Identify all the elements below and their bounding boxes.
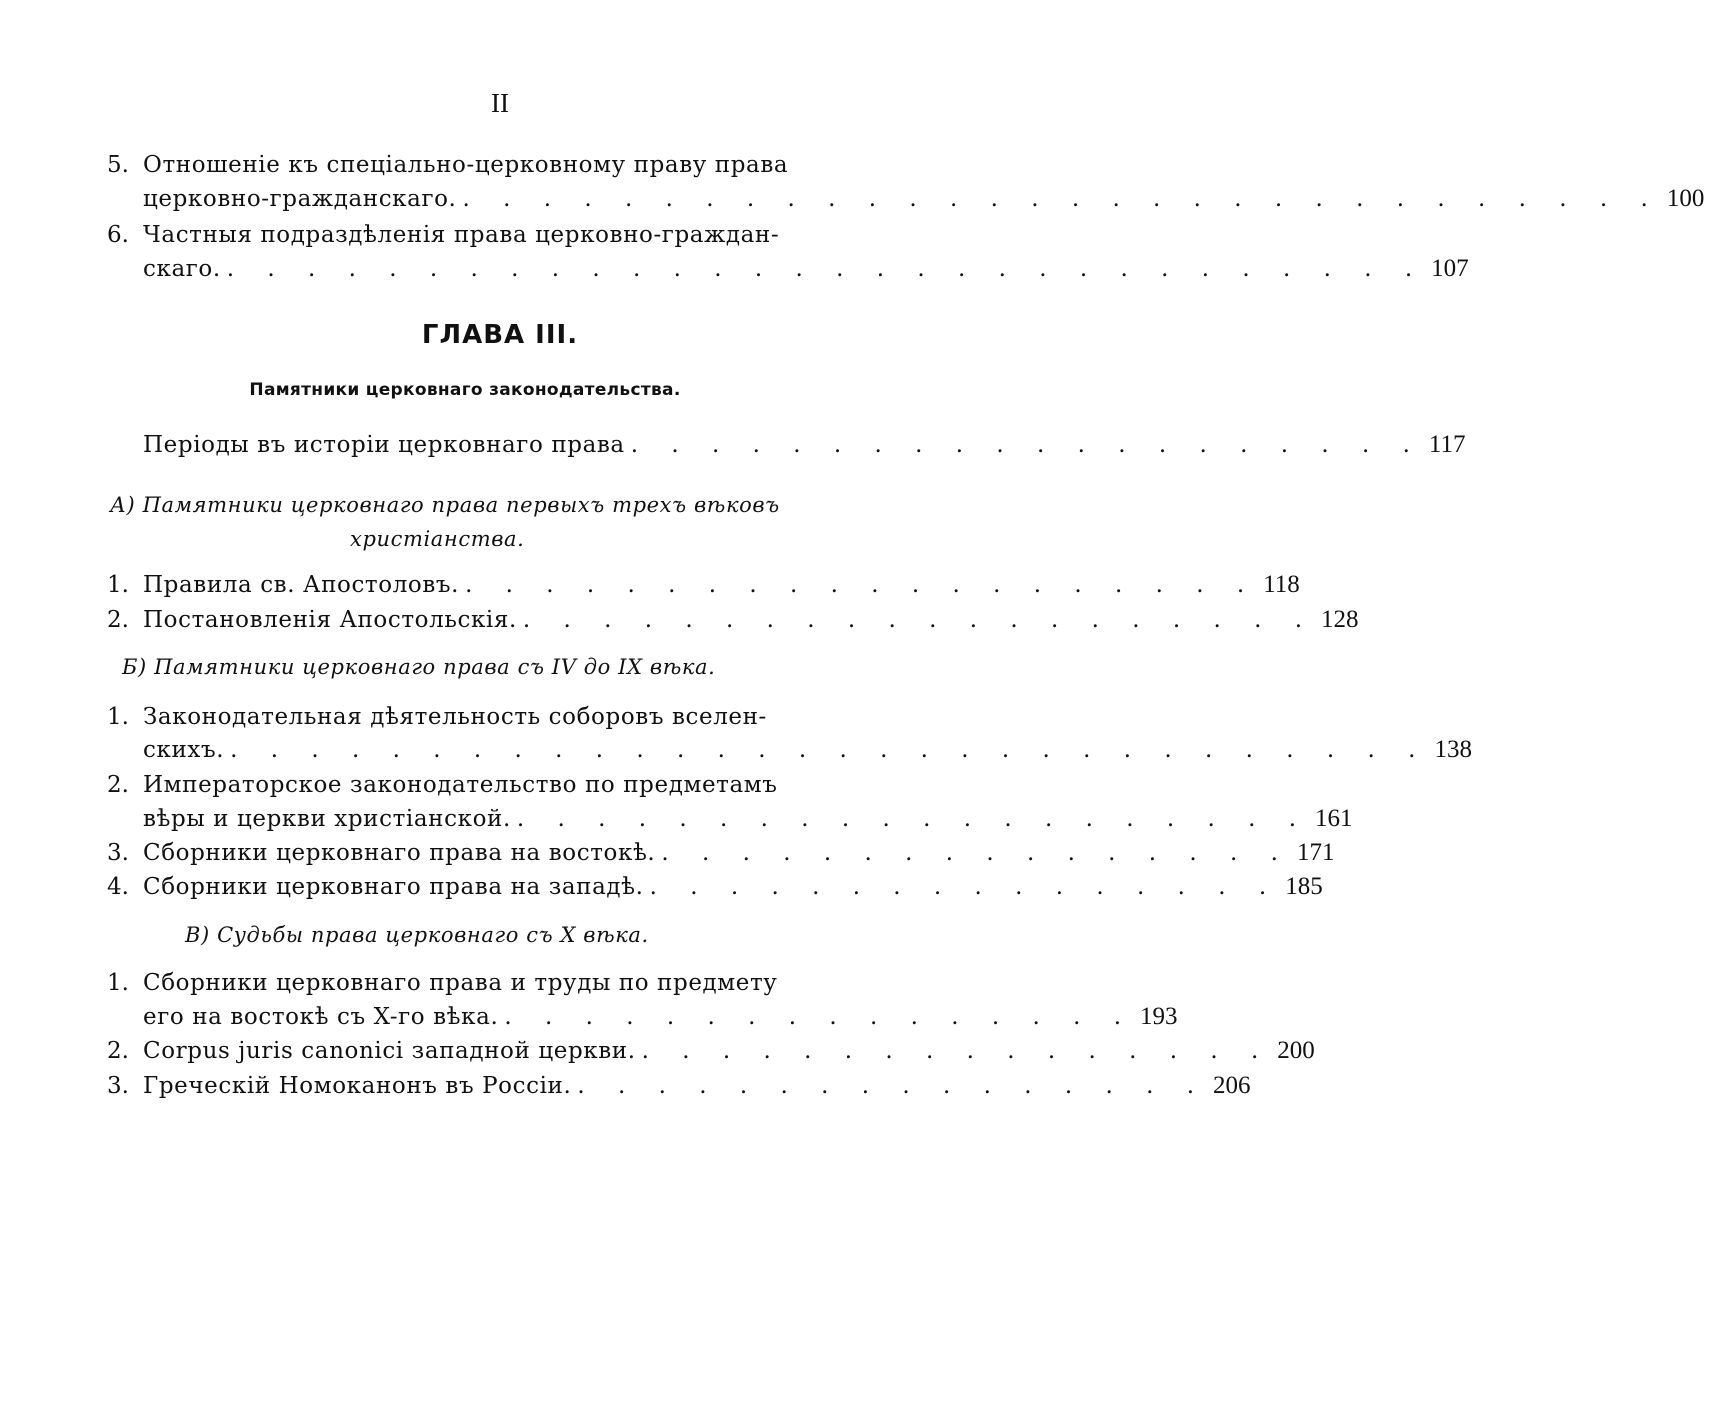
entry-leader-line (143, 804, 1353, 834)
entry-title: Corpus juris canonici западной церкви. (143, 1038, 636, 1064)
page-ref: 118 (1263, 571, 1300, 598)
entry-leader-line (143, 184, 1705, 214)
entry-title: Сборники церковнаго права на востокѣ. (143, 840, 656, 866)
page-ref: 171 (1297, 839, 1335, 866)
page-ref: 185 (1285, 873, 1323, 900)
leader-dots: . . . . . . . . . . . . . . . . . . . . . . . . . . . . . . (462, 186, 1661, 212)
page-ref: 200 (1277, 1037, 1315, 1064)
entry-title-line1: Императорское законодательство по предметамъ (143, 772, 778, 798)
entry-number: 2. (107, 772, 129, 798)
entry-number: 4. (107, 874, 129, 900)
leader-dots: . . . . . . . . . . . . . . . . . . . . (465, 572, 1258, 598)
section-c-heading: В) Судьбы права церковнаго съ X вѣка. (185, 923, 649, 947)
entry-title-line2: скаго. (143, 256, 221, 282)
leader-dots: . . . . . . . . . . . . . . . . . . . . . . . . . . . . . . (226, 256, 1426, 282)
entry-title-line2: вѣры и церкви христіанской. (143, 806, 511, 832)
page-number: II (491, 88, 509, 118)
leader-dots: . . . . . . . . . . . . . . . . . . . . (516, 806, 1310, 832)
page-ref: 128 (1321, 606, 1359, 633)
entry-number: 2. (107, 607, 129, 633)
entry-title: Періоды въ исторіи церковнаго права (143, 432, 625, 458)
entry-leader-line (143, 1036, 1315, 1066)
chapter-title: ГЛАВА III. (421, 320, 579, 350)
entry-leader-line (143, 1002, 1178, 1032)
entry-title-line2: его на востокѣ съ X-го вѣка. (143, 1004, 499, 1030)
entry-number: 3. (107, 1073, 129, 1099)
entry-number: 3. (107, 840, 129, 866)
toc-entry-periods (143, 430, 1466, 460)
leader-dots: . . . . . . . . . . . . . . . . (577, 1073, 1208, 1099)
entry-leader-line (143, 872, 1323, 902)
entry-leader-line (143, 735, 1472, 765)
entry-title-line1: Законодательная дѣятельность соборовъ вселен- (143, 704, 767, 730)
section-a-heading-line1: А) Памятники церковнаго права первыхъ трехъ вѣковъ (110, 493, 780, 517)
chapter-subtitle: Памятники церковнаго законодательства. (249, 380, 681, 400)
entry-title: Греческій Номоканонъ въ Россіи. (143, 1073, 572, 1099)
entry-number: 1. (107, 704, 129, 730)
leader-dots: . . . . . . . . . . . . . . . . (641, 1038, 1272, 1064)
leader-dots: . . . . . . . . . . . . . . . . . . . . . . . . . . . . . . (230, 737, 1429, 763)
entry-number: 6. (107, 222, 129, 248)
entry-number: 1. (107, 572, 129, 598)
leader-dots: . . . . . . . . . . . . . . . . (649, 874, 1280, 900)
entry-title-line2: церковно-гражданскаго. (143, 186, 457, 212)
leader-dots: . . . . . . . . . . . . . . . . (661, 840, 1291, 866)
page-ref: 161 (1315, 805, 1353, 832)
entry-number: 1. (107, 970, 129, 996)
entry-leader-line (143, 605, 1359, 635)
entry-leader-line (143, 838, 1335, 868)
section-a-heading-line2: христіанства. (350, 527, 525, 551)
page-ref: 117 (1428, 431, 1466, 458)
leader-dots: . . . . . . . . . . . . . . . . . . . . (522, 607, 1316, 633)
section-b-heading: Б) Памятники церковнаго права съ IV до IX вѣка. (122, 655, 716, 679)
entry-title-line1: Сборники церковнаго права и труды по предмету (143, 970, 778, 996)
entry-title-line2: скихъ. (143, 737, 225, 763)
page-ref: 206 (1213, 1072, 1251, 1099)
entry-title-line1: Отношеніе къ спеціально-церковному праву права (143, 152, 789, 178)
entry-number: 2. (107, 1038, 129, 1064)
entry-title: Постановленія Апостольскія. (143, 607, 517, 633)
entry-title-line1: Частныя подраздѣленія права церковно-граждан- (143, 222, 780, 248)
page-ref: 107 (1431, 255, 1469, 282)
entry-title: Сборники церковнаго права на западѣ. (143, 874, 644, 900)
page-ref: 138 (1434, 736, 1472, 763)
leader-dots: . . . . . . . . . . . . . . . . (504, 1004, 1135, 1030)
entry-leader-line (143, 570, 1300, 600)
entry-leader-line (143, 1071, 1251, 1101)
page-ref: 193 (1140, 1003, 1178, 1030)
entry-leader-line (143, 254, 1469, 284)
page-ref: 100 (1666, 185, 1705, 212)
entry-title: Правила св. Апостоловъ. (143, 572, 460, 598)
leader-dots: . . . . . . . . . . . . . . . . . . . . (630, 432, 1423, 458)
entry-number: 5. (107, 152, 129, 178)
